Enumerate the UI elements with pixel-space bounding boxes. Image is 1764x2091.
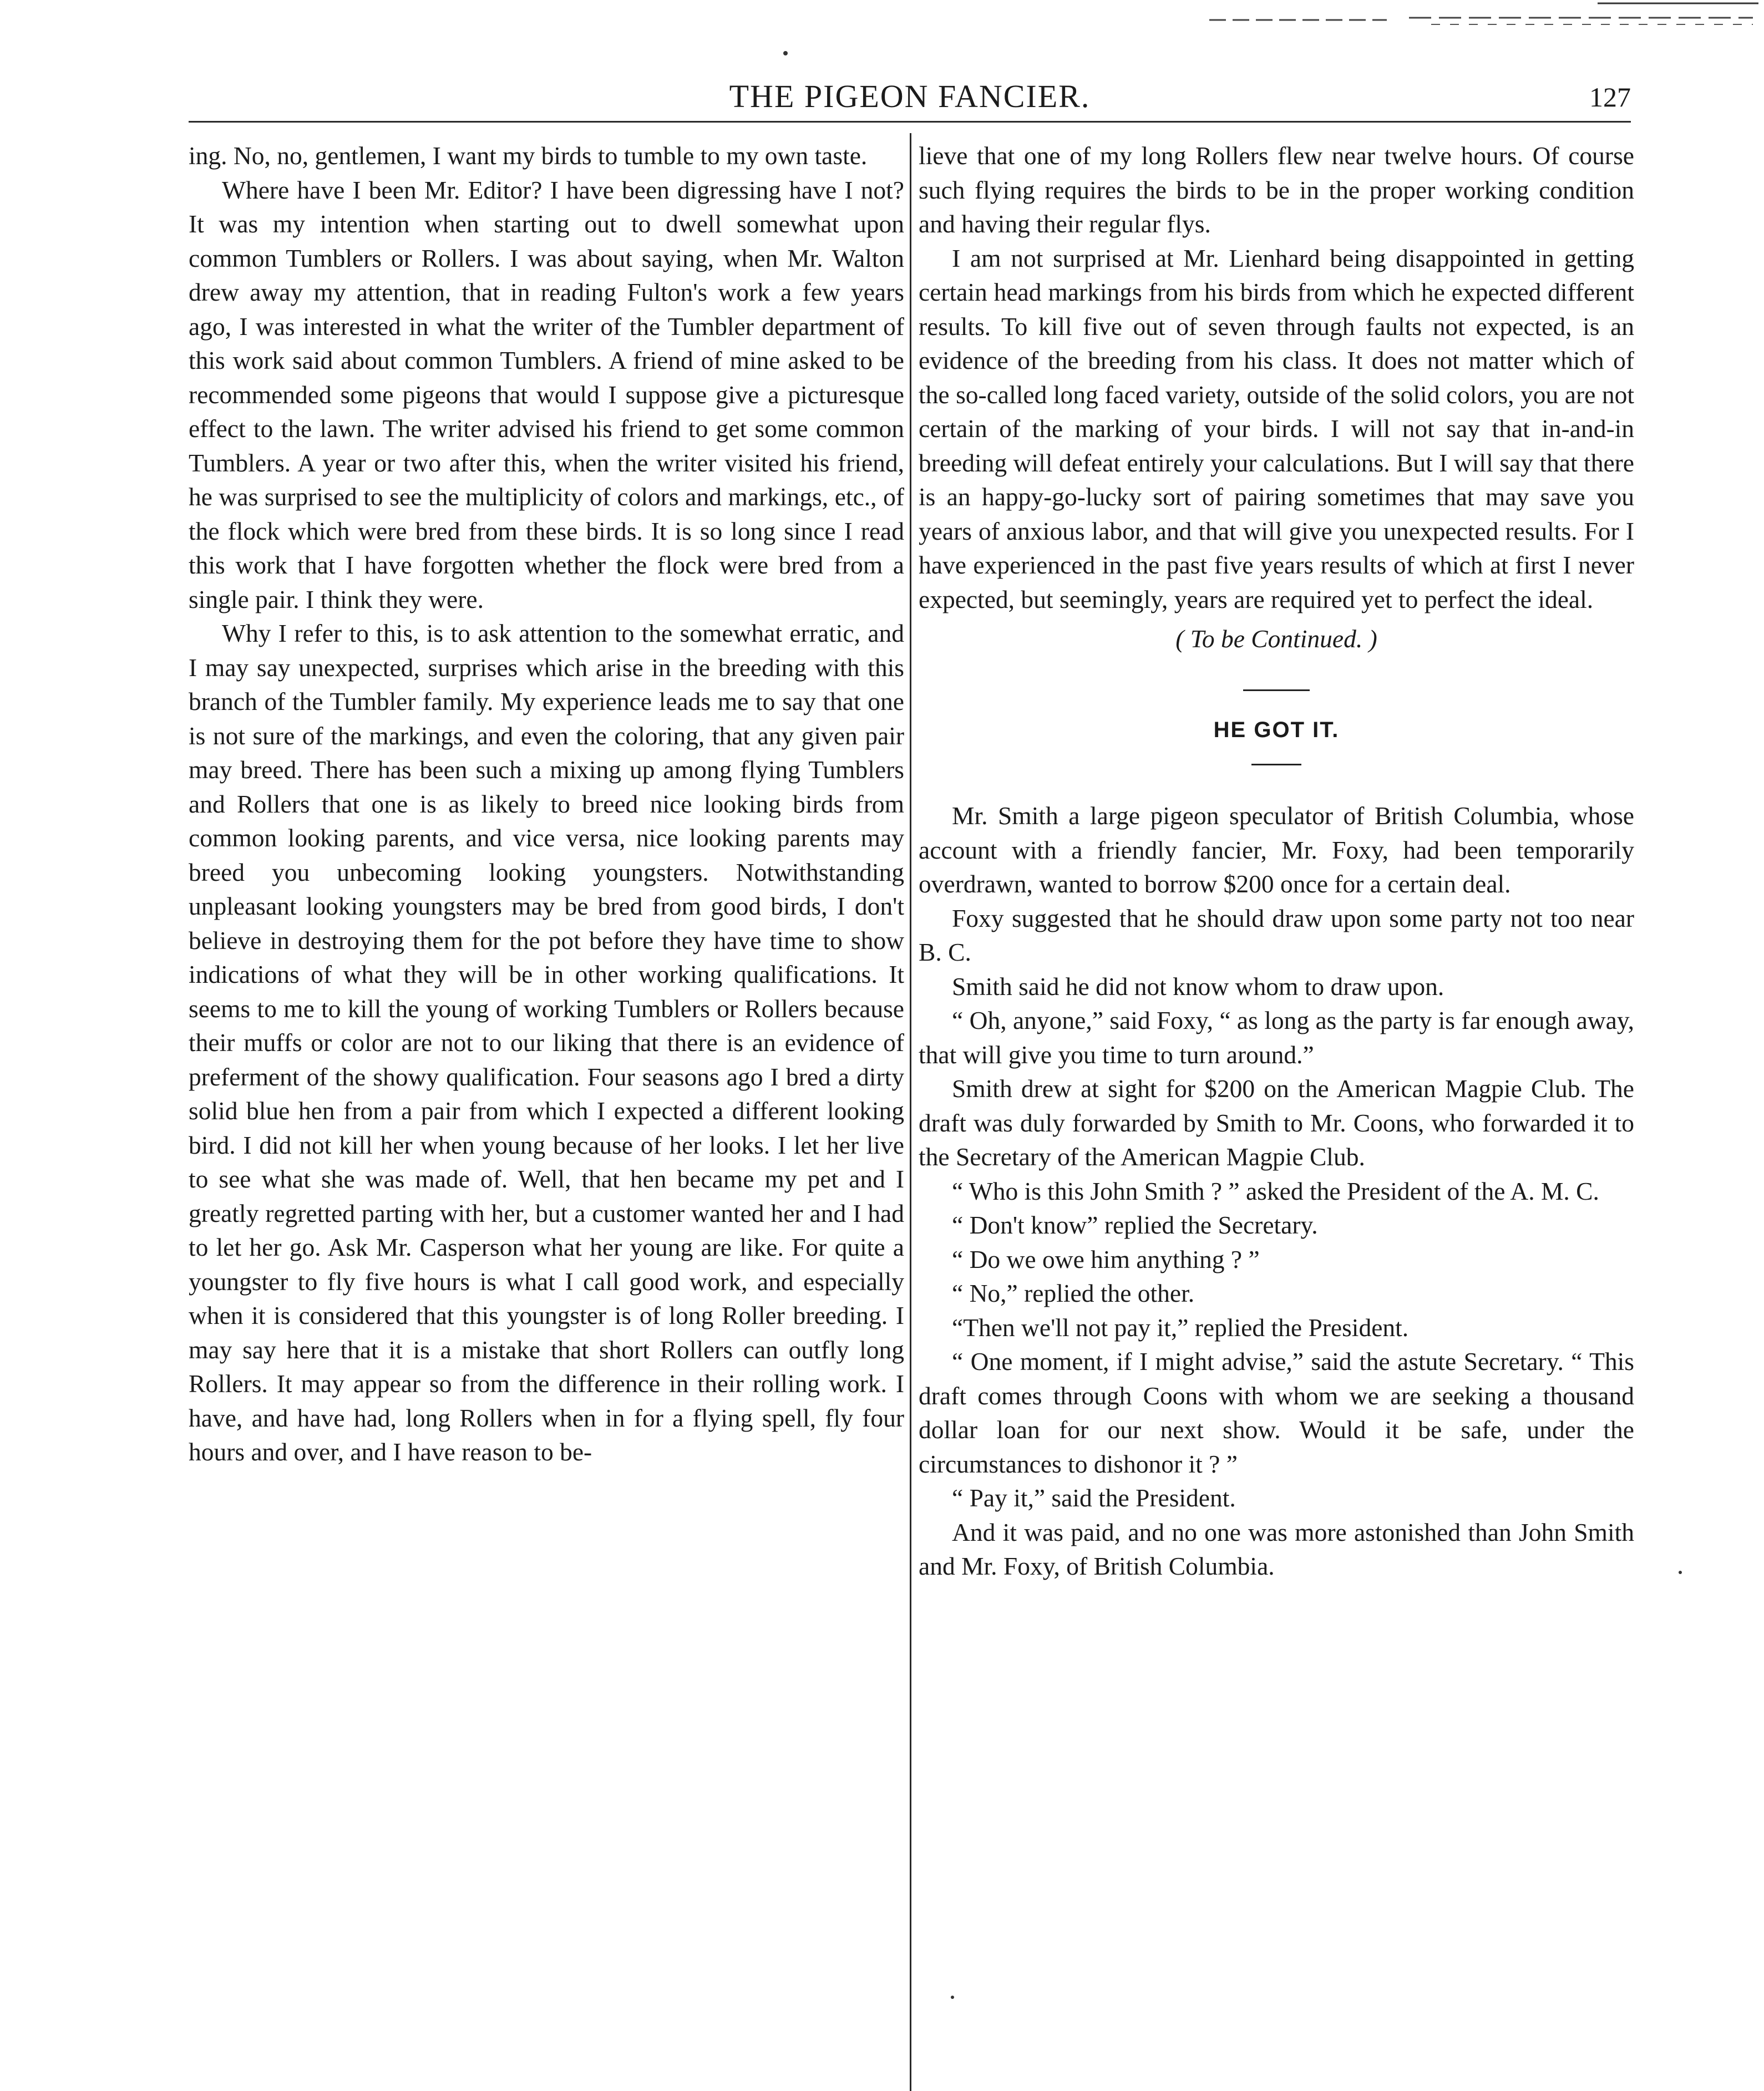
paragraph: “ Oh, anyone,” said Foxy, “ as long as the party is far enough away, that will give you time to turn around.” (919, 1006, 1634, 1069)
print-marks (1098, 0, 1764, 39)
paragraph: “ No,” replied the other. (952, 1279, 1195, 1307)
column-divider (910, 133, 911, 2091)
section-rule (1243, 689, 1310, 691)
running-head: THE PIGEON FANCIER. (729, 78, 1091, 114)
page-header (189, 78, 1631, 122)
title-rule (1251, 764, 1301, 765)
paragraph: “ Don't know” replied the Secretary. (952, 1211, 1318, 1239)
paragraph: ing. No, no, gentlemen, I want my birds to tumble to my own taste. (189, 141, 868, 170)
paragraph: And it was paid, and no one was more astonished than John Smith and Mr. Foxy, of British Columbia. (919, 1518, 1634, 1580)
paragraph: Foxy suggested that he should draw upon some party not too near B. C. (919, 904, 1634, 966)
article-title: HE GOT IT. (1213, 717, 1340, 742)
paragraph: “ Pay it,” said the President. (952, 1484, 1236, 1512)
paragraph: “Then we'll not pay it,” replied the President. (952, 1313, 1409, 1342)
paragraph: Smith said he did not know whom to draw upon. (952, 972, 1444, 1001)
paragraph: Why I refer to this, is to ask attention to the somewhat erratic, and I may say unexpected, surprises which arise in the breeding with this branch of the Tumbler family. My experience leads me to say that one is not sure of the markings, and even the coloring, that any given pair may breed. There has been such a mixing up among flying Tumblers and Rollers that one is as likely to breed nice looking birds from common looking parents, and vice versa, nice looking parents may breed you unbecoming looking youngsters. Notwithstanding unpleasant looking youngsters may be bred from good birds, I don't believe in destroying them for the pot before they have time to show indications of what they will be in other working qualifications. It seems to me to kill the young of working Tumblers or Rollers because their muffs or color are not to our liking that there is an evidence of preferment of the showy qualification. Four seasons ago I bred a dirty solid blue hen from a pair from which I expected a different looking bird. I did not kill her when young because of her looks. I let her live to see what she was made of. Well, that hen became my pet and I greatly regretted parting with her, but a customer wanted her and I had to let her go. Ask Mr. Casperson what her young are like. For quite a youngster to fly five hours is what I call good work, and especially when it is considered that this youngster is of long Roller breeding. I may say here that it is a mistake that short Rollers can outfly long Rollers. It may appear so from the difference in their rolling work. I have, and have had, long Rollers when in for a flying spell, fly four hours and over, and I have reason to be- (189, 619, 904, 1466)
paragraph: “ Do we owe him anything ? ” (952, 1245, 1260, 1273)
paragraph: I am not surprised at Mr. Lienhard being disappointed in getting certain head markings from his birds from which he expected different results. To kill five out of seven through faults not expected, is an evidence of the breeding from his class. It does not matter which of the so-called long faced variety, outside of the solid colors, you are not certain of the marking of your birds. I will not say that in-and-in breeding will defeat entirely your calculations. But I will say that there is an happy-go-lucky sort of pairing sometimes that may save you years of anxious labor, and that will give you unexpected results. For I have experienced in the past five years results of which at first I never expected, but seemingly, years are required yet to perfect the ideal. (919, 243, 1634, 613)
continued-note: ( To be Continued. ) (1175, 625, 1377, 653)
paragraph: Mr. Smith a large pigeon speculator of British Columbia, whose account with a friendly fancier, Mr. Foxy, had been temporarily overdrawn, wanted to borrow $200 once for a certain deal. (919, 801, 1634, 898)
ink-dot (1679, 1571, 1682, 1574)
page-number: 127 (1589, 82, 1631, 113)
ink-dot (783, 51, 788, 55)
paragraph: “ One moment, if I might advise,” said the astute Secretary. “ This draft comes through Coons with whom we are seeking a thousand dollar loan for our next show. Would it be safe, under the circumstances to dishonor it ? ” (919, 1347, 1634, 1478)
paragraph: lieve that one of my long Rollers flew near twelve hours. Of course such flying requires the birds to be in the proper working condition and having their regular flys. (919, 141, 1634, 238)
paragraph: Where have I been Mr. Editor? I have been digressing have I not? It was my intention when starting out to dwell somewhat upon common Tumblers or Rollers. I was about saying, when Mr. Walton drew away my attention, that in reading Fulton's work a few years ago, I was interested in what the writer of the Tumbler department of this work said about common Tumblers. A friend of mine asked to be recommended some pigeons that would I suppose give a picturesque effect to the lawn. The writer advised his friend to get some common Tumblers. A year or two after this, when the writer visited his friend, he was surprised to see the multiplicity of colors and markings, etc., of the flock which were bred from these birds. It is so long since I read this work that I have forgotten whether the flock were bred from a single pair. I think they were. (189, 175, 904, 613)
paragraph: “ Who is this John Smith ? ” asked the President of the A. M. C. (952, 1176, 1599, 1205)
ink-dot (951, 1996, 954, 1999)
paragraph: Smith drew at sight for $200 on the American Magpie Club. The draft was duly forwarded by Smith to Mr. Coons, who forwarded it to the Secretary of the American Magpie Club. (919, 1074, 1634, 1171)
header-rule (189, 121, 1631, 123)
left-column (189, 139, 904, 1469)
right-column (919, 139, 1634, 1584)
